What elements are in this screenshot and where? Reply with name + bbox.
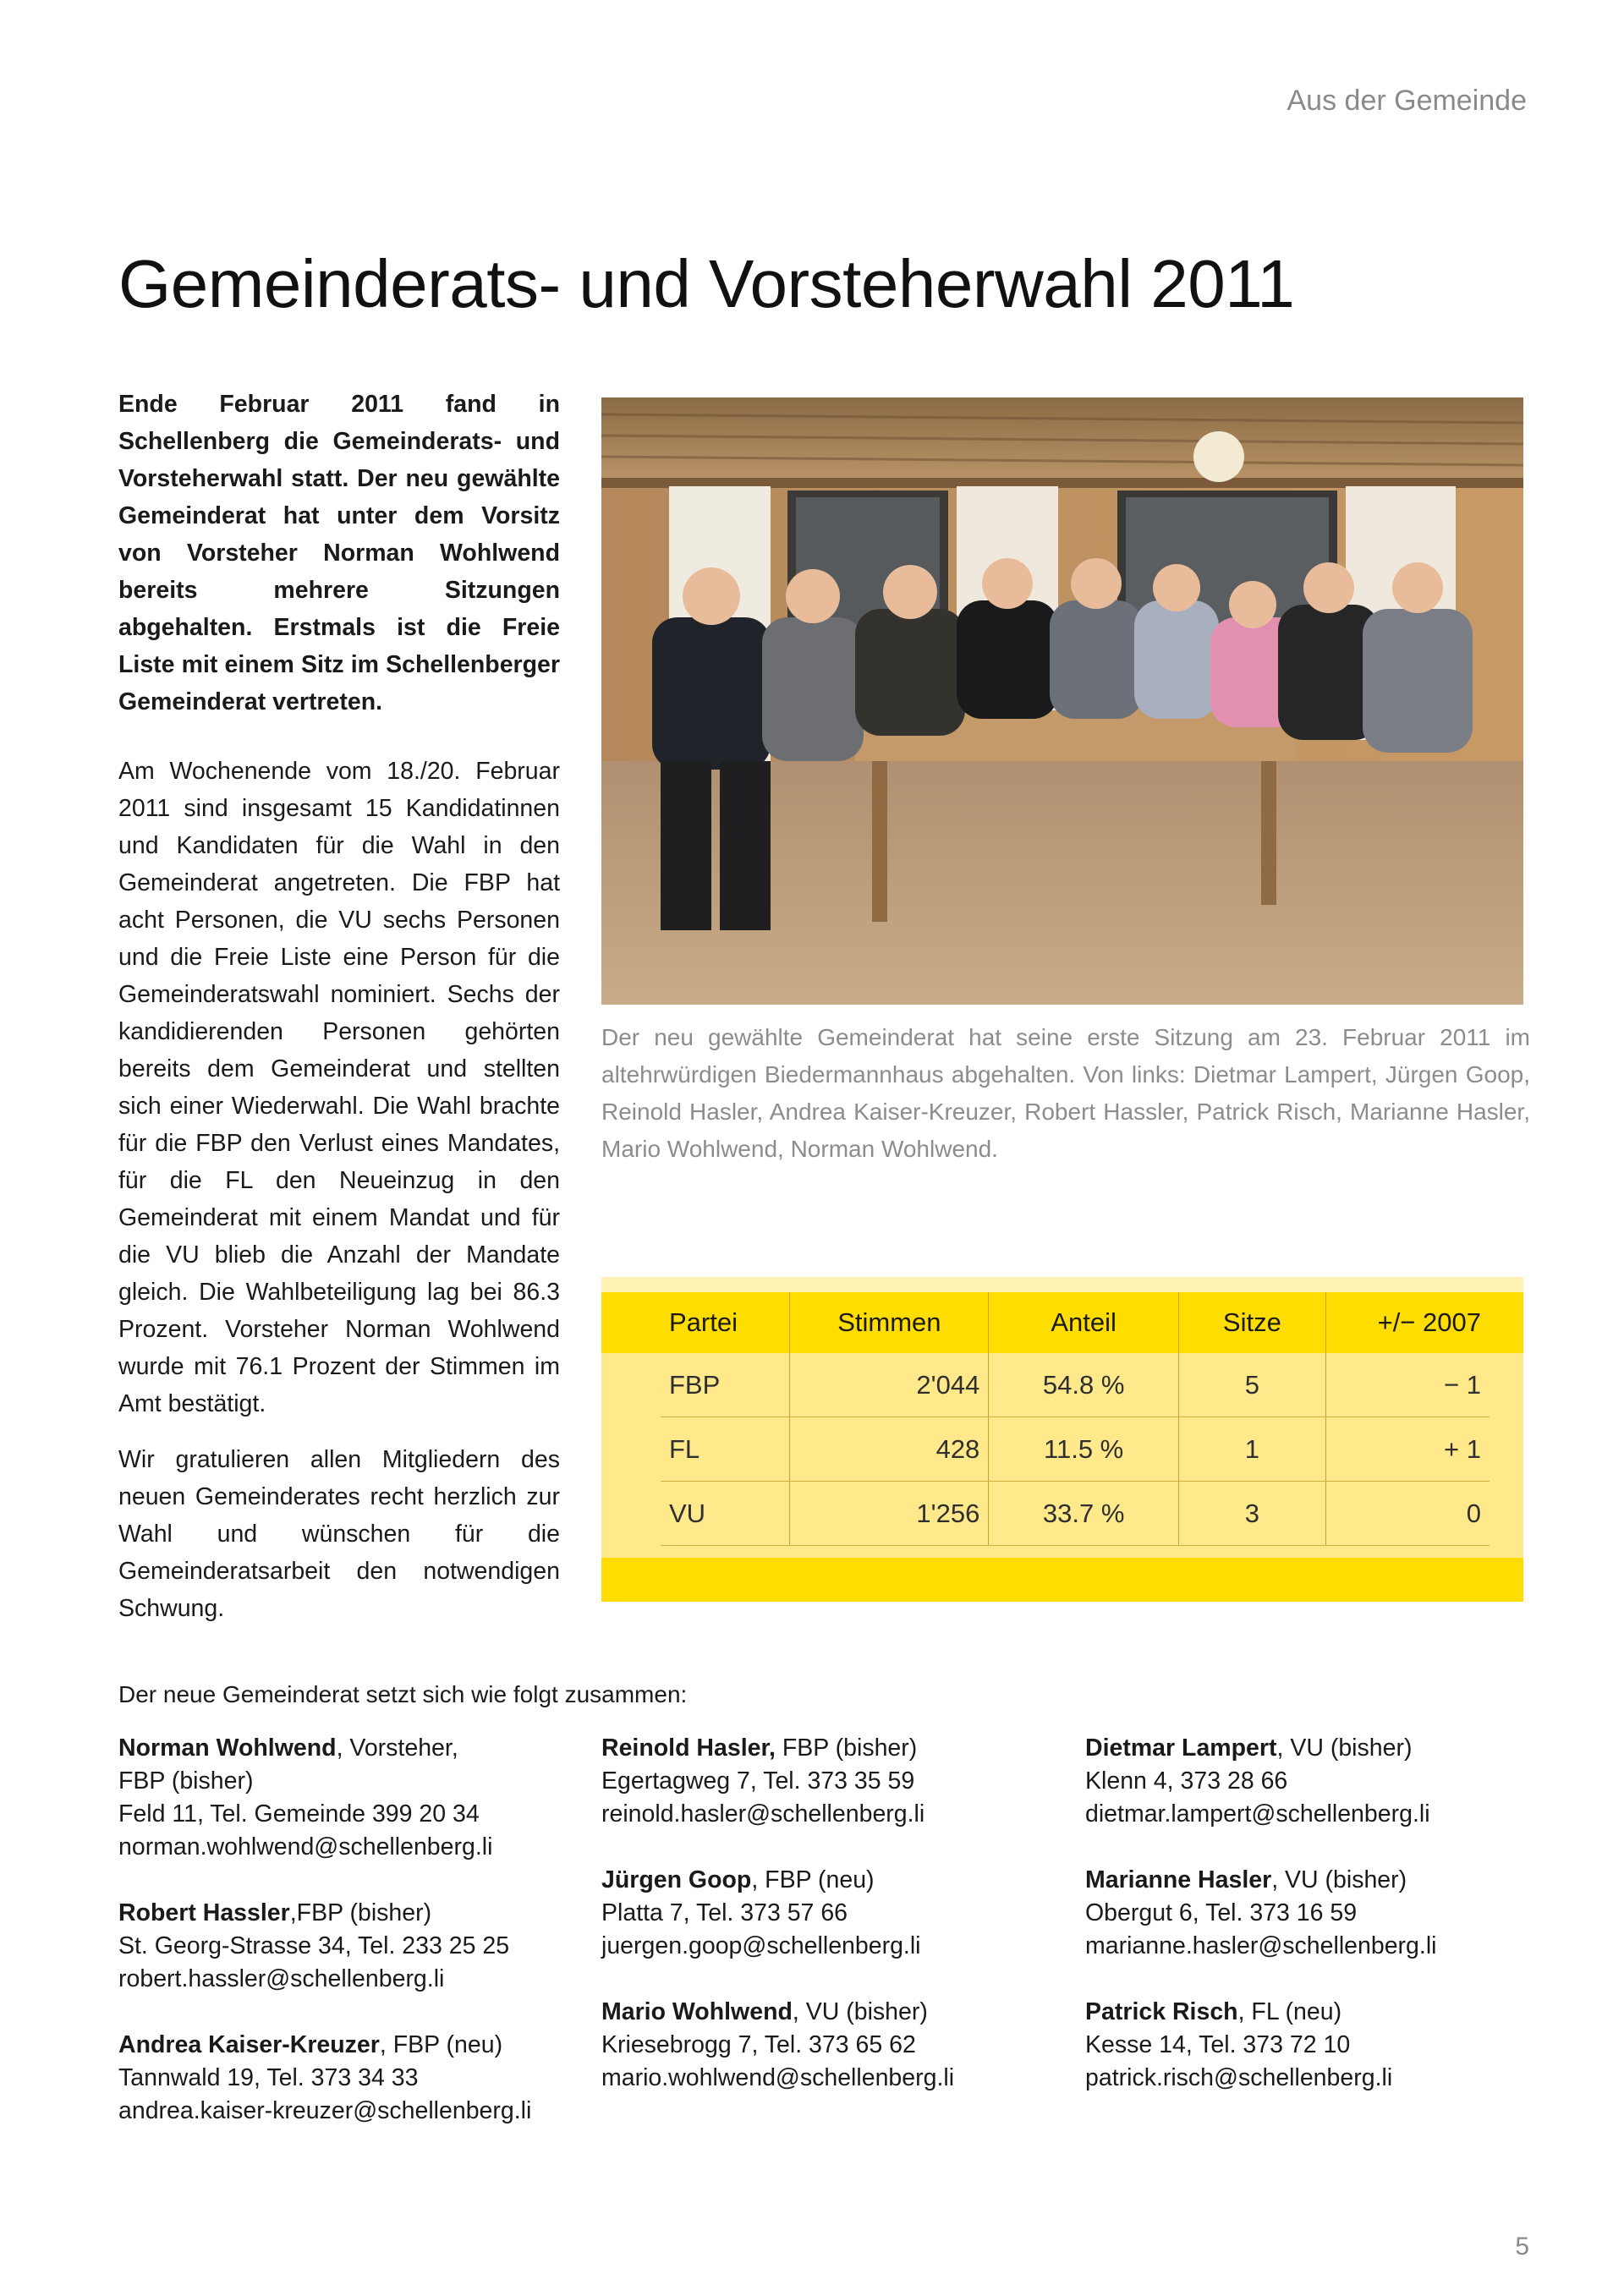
member-detail: FBP (bisher) <box>118 1767 254 1795</box>
seats-cell: 3 <box>1178 1482 1325 1546</box>
member-email: marianne.hasler@schellenberg.li <box>1085 1932 1437 1959</box>
member-name: Jürgen Goop <box>601 1866 752 1893</box>
table-top-band <box>601 1277 1523 1292</box>
photo-caption: Der neu gewählte Gemeinderat hat seine erste Sitzung am 23. Februar 2011 im altehrwürdigen Biedermannhaus abgehalten. Von links: Dietmar Lampert, Jürgen Goop, Reinold Hasler, Andrea Kaiser-Kreuzer, Robert Hassler, Patrick Risch, Marianne Hasler, Mario Wohlwend, Norman Wohlwend. <box>601 1024 1530 1162</box>
member-role: , VU (bisher) <box>1276 1734 1413 1762</box>
member-role: FBP (bisher) <box>775 1734 918 1762</box>
member-email: robert.hassler@schellenberg.li <box>118 1965 445 1992</box>
council-photo <box>601 397 1523 1005</box>
votes-cell: 428 <box>790 1417 989 1482</box>
member-address: St. Georg-Strasse 34, Tel. 233 25 25 <box>118 1932 510 1959</box>
member-entry <box>118 2029 592 2128</box>
member-address: Feld 11, Tel. Gemeinde 399 20 34 <box>118 1800 480 1827</box>
share-cell: 11.5 % <box>989 1417 1179 1482</box>
member-email: reinold.hasler@schellenberg.li <box>601 1800 925 1827</box>
party-cell: VU <box>661 1482 790 1546</box>
table-header-row <box>661 1292 1490 1353</box>
member-role: ,FBP (bisher) <box>289 1899 432 1926</box>
members-column <box>1085 1732 1559 2128</box>
member-address: Platta 7, Tel. 373 57 66 <box>601 1899 848 1926</box>
article-text <box>118 386 560 1646</box>
party-cell: FBP <box>661 1353 790 1417</box>
member-address: Tannwald 19, Tel. 373 34 33 <box>118 2064 419 2091</box>
member-address: Obergut 6, Tel. 373 16 59 <box>1085 1899 1358 1926</box>
change-cell: 0 <box>1325 1482 1490 1546</box>
member-entry <box>601 1732 1075 1831</box>
member-email: juergen.goop@schellenberg.li <box>601 1932 921 1959</box>
table-row <box>661 1482 1490 1546</box>
body-paragraph: Wir gratulieren allen Mitgliedern des neuen Gemeinderates recht herzlich zur Wahl und wünschen für die Gemeinderatsarbeit den notwendigen Schwung. <box>118 1446 560 1622</box>
member-name: Andrea Kaiser-Kreuzer <box>118 2031 380 2058</box>
member-name: Reinold Hasler, <box>601 1734 776 1762</box>
member-role: , VU (bisher) <box>1271 1866 1407 1893</box>
votes-cell: 2'044 <box>790 1353 989 1417</box>
lead-paragraph: Ende Februar 2011 fand in Schellenberg die Gemeinderats- und Vorsteherwahl statt. Der neu gewählte Gemeinderat hat unter dem Vorsitz von Vorsteher Norman Wohlwend bereits mehrere Sitzungen abgehalten. Erstmals ist die Freie Liste mit einem Sitz im Schellenberger Gemeinderat vertreten. <box>118 391 560 715</box>
page-number: 5 <box>1515 2233 1529 2260</box>
member-entry <box>601 1864 1075 1963</box>
member-name: Mario Wohlwend <box>601 1998 793 2025</box>
member-email: norman.wohlwend@schellenberg.li <box>118 1833 493 1860</box>
seats-cell: 1 <box>1178 1417 1325 1482</box>
share-cell: 54.8 % <box>989 1353 1179 1417</box>
member-role: , VU (bisher) <box>792 1998 928 2025</box>
seats-cell: 5 <box>1178 1353 1325 1417</box>
member-name: Patrick Risch <box>1085 1998 1238 2025</box>
share-cell: 33.7 % <box>989 1482 1179 1546</box>
member-entry <box>601 1996 1075 2095</box>
column-header-share: Anteil <box>989 1292 1179 1353</box>
members-column <box>601 1732 1075 2128</box>
election-results-table <box>601 1277 1523 1602</box>
table-row <box>661 1353 1490 1417</box>
member-name: Dietmar Lampert <box>1085 1734 1277 1762</box>
votes-cell: 1'256 <box>790 1482 989 1546</box>
body-paragraph: Am Wochenende vom 18./20. Februar 2011 sind insgesamt 15 Kandidatinnen und Kandidaten für die Wahl in den Gemeinderat angetreten. Die FBP hat acht Personen, die VU sechs Personen und die Freie Liste eine Person für die Gemeinderatswahl nominiert. Sechs der kandidierenden Personen gehörten bereits dem Gemeinderat und stellten sich einer Wiederwahl. Die Wahl brachte für die FBP den Verlust eines Mandates, für die FL den Neueinzug in den Gemeinderat mit einem Mandat und für die VU blieb die Anzahl der Mandate gleich. Die Wahlbeteiligung lag bei 86.3 Prozent. Vorsteher Norman Wohlwend wurde mit 76.1 Prozent der Stimmen im Amt bestätigt. <box>118 758 560 1417</box>
table-row <box>661 1417 1490 1482</box>
member-entry <box>118 1732 592 1864</box>
member-address: Kesse 14, Tel. 373 72 10 <box>1085 2031 1351 2058</box>
column-header-seats: Sitze <box>1178 1292 1325 1353</box>
party-cell: FL <box>661 1417 790 1482</box>
page-title: Gemeinderats- und Vorsteherwahl 2011 <box>118 246 1295 321</box>
section-label: Aus der Gemeinde <box>1287 85 1527 117</box>
table-bottom-band <box>601 1558 1523 1602</box>
member-role: , FBP (neu) <box>751 1866 875 1893</box>
column-header-party: Partei <box>669 1307 738 1337</box>
column-header-change: +/− 2007 <box>1325 1292 1490 1353</box>
member-address: Kriesebrogg 7, Tel. 373 65 62 <box>601 2031 916 2058</box>
member-email: andrea.kaiser-kreuzer@schellenberg.li <box>118 2097 532 2124</box>
member-role: , Vorsteher, <box>336 1734 458 1762</box>
members-column <box>118 1732 592 2161</box>
member-address: Klenn 4, 373 28 66 <box>1085 1767 1288 1795</box>
member-name: Marianne Hasler <box>1085 1866 1272 1893</box>
change-cell: − 1 <box>1325 1353 1490 1417</box>
member-name: Robert Hassler <box>118 1899 290 1926</box>
member-role: , FL (neu) <box>1237 1998 1342 2025</box>
member-entry <box>1085 1996 1559 2095</box>
member-entry <box>1085 1732 1559 1831</box>
member-role: , FBP (neu) <box>379 2031 503 2058</box>
member-name: Norman Wohlwend <box>118 1734 337 1762</box>
member-email: mario.wohlwend@schellenberg.li <box>601 2064 955 2091</box>
member-email: dietmar.lampert@schellenberg.li <box>1085 1800 1430 1827</box>
member-entry <box>118 1897 592 1996</box>
member-entry <box>1085 1864 1559 1963</box>
change-cell: + 1 <box>1325 1417 1490 1482</box>
member-email: patrick.risch@schellenberg.li <box>1085 2064 1393 2091</box>
column-header-votes: Stimmen <box>790 1292 989 1353</box>
members-intro: Der neue Gemeinderat setzt sich wie folgt zusammen: <box>118 1681 688 1707</box>
member-address: Egertagweg 7, Tel. 373 35 59 <box>601 1767 915 1795</box>
